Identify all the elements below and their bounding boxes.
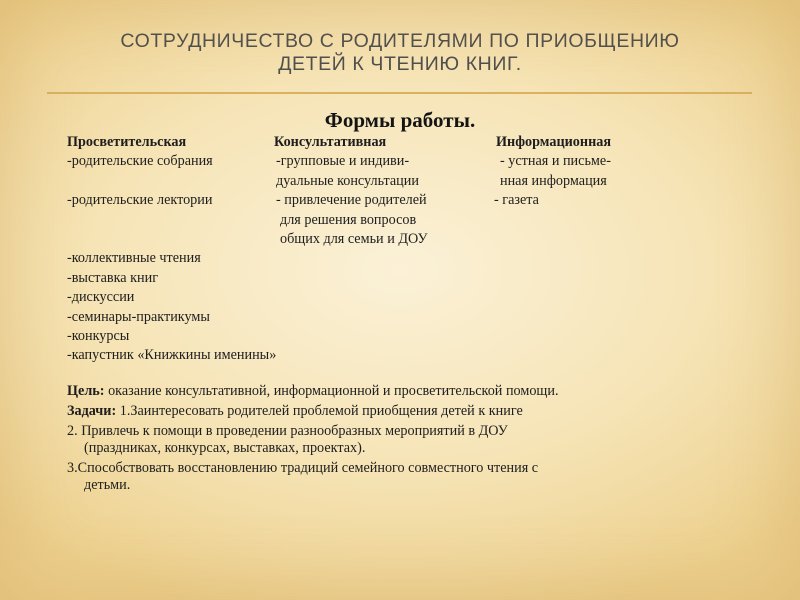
consulting-line: -групповые и индиви- <box>276 153 410 170</box>
forms-heading: Формы работы. <box>324 108 476 132</box>
education-item: -дискуссии <box>67 289 135 306</box>
task-3-line-1: 3.Способствовать восстановлению традиций семейного совместного чтения с <box>67 460 539 476</box>
education-item: -выставка книг <box>67 269 159 286</box>
title-divider <box>47 92 752 94</box>
education-item: -родительские собрания <box>67 153 213 170</box>
column-header-education: Просветительская <box>67 134 187 150</box>
education-item: -семинары-практикумы <box>67 308 210 325</box>
education-item: -конкурсы <box>67 328 130 344</box>
information-line: - газета <box>494 192 539 209</box>
task-1: 1.Заинтересовать родителей проблемой приобщения детей к книге <box>116 403 523 419</box>
task-3-line-2: детьми. <box>84 477 131 493</box>
task-2-line-2: (праздниках, конкурсах, выставках, проектах). <box>84 440 366 456</box>
task-2-line-1: 2. Привлечь к помощи в проведении разнообразных мероприятий в ДОУ <box>67 423 508 439</box>
slide-title-line-2: ДЕТЕЙ К ЧТЕНИЮ КНИГ. <box>278 53 522 75</box>
goal-paragraph <box>67 383 747 400</box>
education-item: -коллективные чтения <box>67 250 201 267</box>
education-item: -капустник «Книжкины именины» <box>67 347 277 364</box>
slide-title <box>60 30 740 76</box>
column-header-information: Информационная <box>496 134 612 150</box>
tasks-paragraph <box>67 403 747 494</box>
consulting-line: общих для семьи и ДОУ <box>280 231 428 247</box>
consulting-line: для решения вопросов <box>280 211 417 228</box>
education-item: -родительские лектории <box>67 192 213 209</box>
slide-title-line-1: СОТРУДНИЧЕСТВО С РОДИТЕЛЯМИ ПО ПРИОБЩЕНИЮ <box>120 30 680 52</box>
consulting-line: - привлечение родителей <box>276 192 427 209</box>
goal-label: Цель: <box>67 383 105 399</box>
tasks-label: Задачи: <box>67 403 117 419</box>
column-header-consulting: Консультативная <box>274 134 387 150</box>
information-line: нная информация <box>500 172 607 189</box>
information-line: - устная и письме- <box>500 153 611 170</box>
consulting-line: дуальные консультации <box>276 172 419 189</box>
goal-text: оказание консультативной, информационной и просветительской помощи. <box>104 383 559 399</box>
